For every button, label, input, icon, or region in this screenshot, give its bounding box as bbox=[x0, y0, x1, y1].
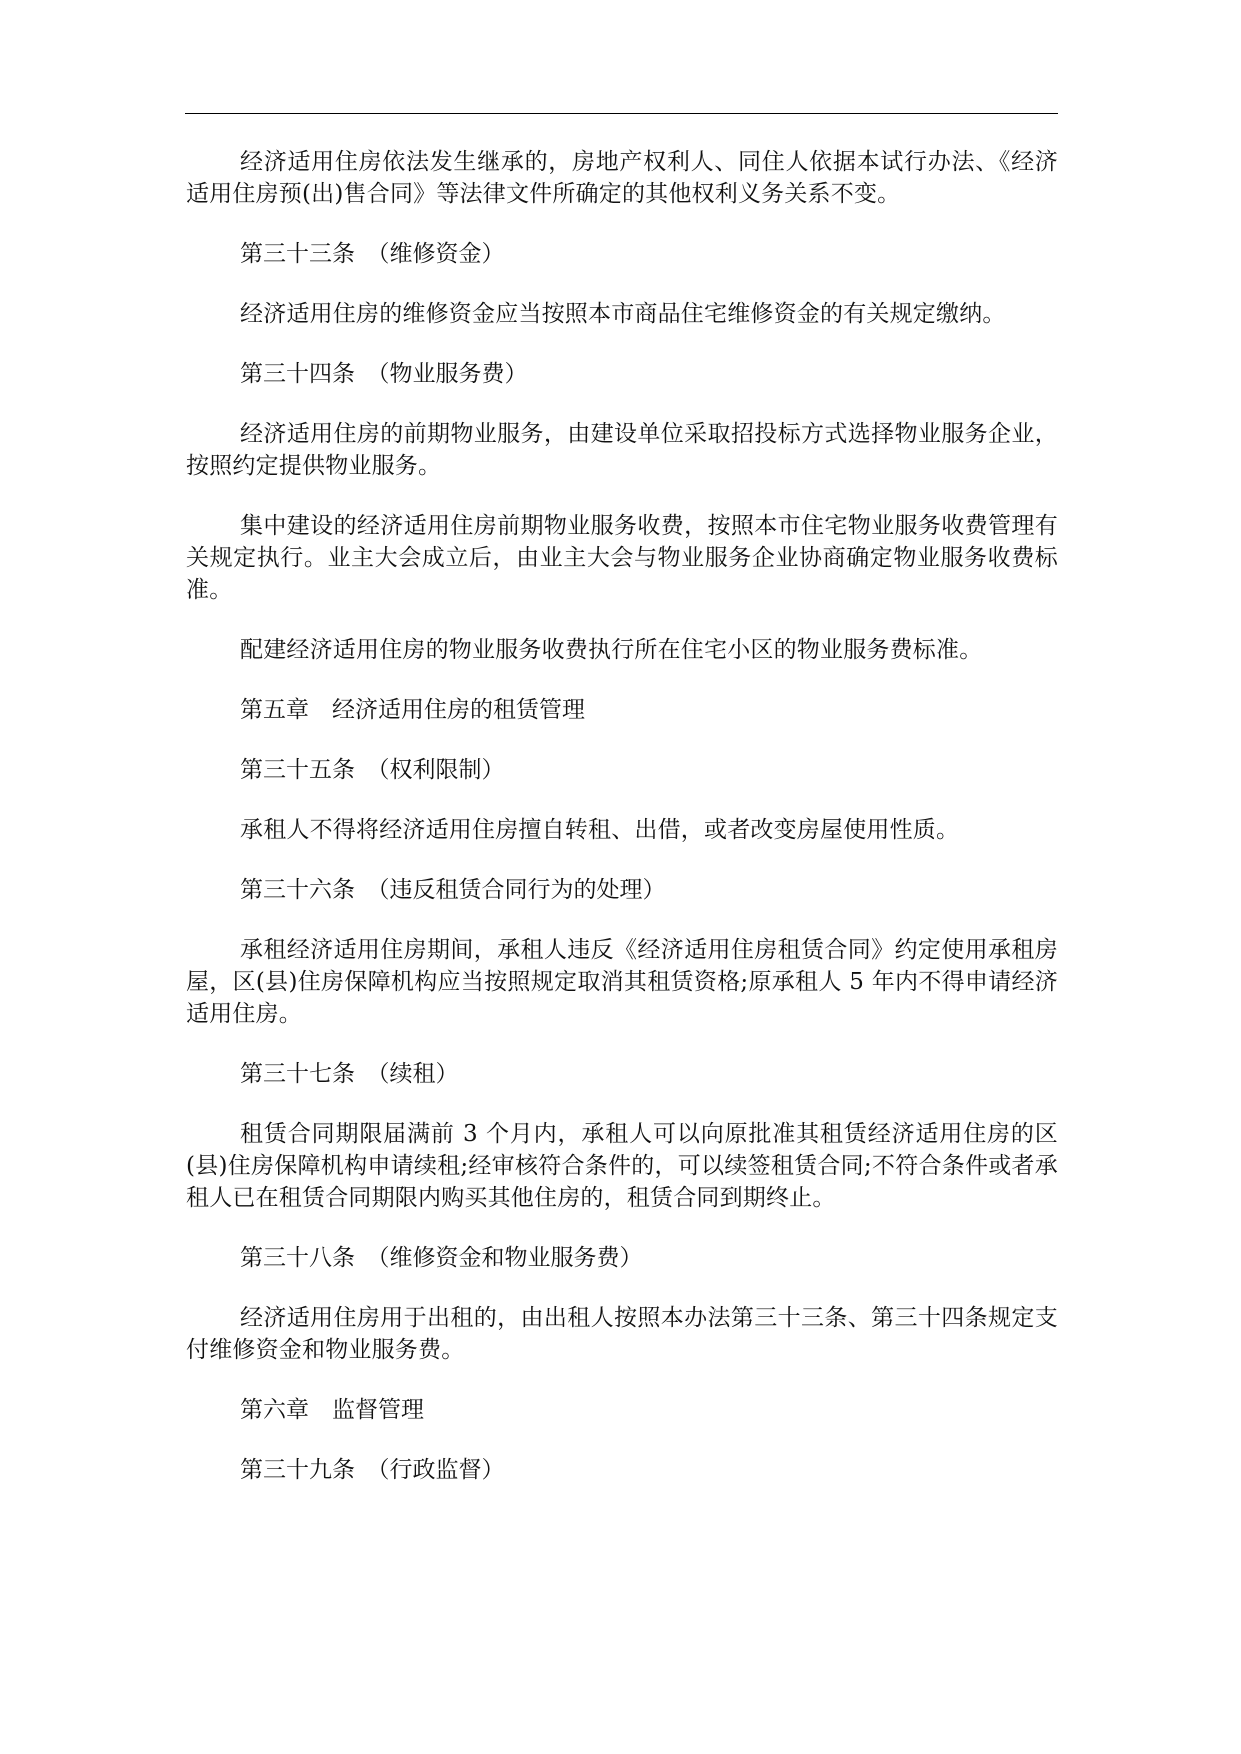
article-heading-38: 第三十八条 （维修资金和物业服务费） bbox=[240, 1245, 643, 1271]
paragraph-fee-standard: 配建经济适用住房的物业服务收费执行所在住宅小区的物业服务费标准。 bbox=[240, 637, 983, 663]
paragraph-property-service: 经济适用住房的前期物业服务，由建设单位采取招投标方式选择物业服务企业，按照约定提供物业服务。 bbox=[186, 421, 1058, 479]
paragraph-maintenance-fund: 经济适用住房的维修资金应当按照本市商品住宅维修资金的有关规定缴纳。 bbox=[240, 301, 1006, 327]
paragraph-rights-restriction: 承租人不得将经济适用住房擅自转租、出借，或者改变房屋使用性质。 bbox=[240, 817, 960, 843]
chapter-heading-5: 第五章 经济适用住房的租赁管理 bbox=[240, 697, 585, 723]
paragraph-rental-fees: 经济适用住房用于出租的，由出租人按照本办法第三十三条、第三十四条规定支付维修资金和物业服务费。 bbox=[186, 1305, 1058, 1363]
article-heading-37: 第三十七条 （续租） bbox=[240, 1061, 459, 1087]
article-heading-36: 第三十六条 （违反租赁合同行为的处理） bbox=[240, 877, 666, 903]
paragraph-renewal: 租赁合同期限届满前 3 个月内，承租人可以向原批准其租赁经济适用住房的区(县)住房保障机构申请续租;经审核符合条件的，可以续签租赁合同;不符合条件或者承租人已在租赁合同期限内购买其他住房的，租赁合同到期终止。 bbox=[186, 1121, 1058, 1211]
article-heading-34: 第三十四条 （物业服务费） bbox=[240, 361, 528, 387]
chapter-heading-6: 第六章 监督管理 bbox=[240, 1397, 424, 1423]
paragraph-contract-violation: 承租经济适用住房期间，承租人违反《经济适用住房租赁合同》约定使用承租房屋，区(县)住房保障机构应当按照规定取消其租赁资格;原承租人 5 年内不得申请经济适用住房。 bbox=[186, 937, 1058, 1027]
document-body bbox=[186, 146, 1058, 1514]
header-rule bbox=[185, 113, 1058, 114]
paragraph-property-fee: 集中建设的经济适用住房前期物业服务收费，按照本市住宅物业服务收费管理有关规定执行。业主大会成立后，由业主大会与物业服务企业协商确定物业服务收费标准。 bbox=[186, 513, 1058, 603]
article-heading-35: 第三十五条 （权利限制） bbox=[240, 757, 505, 783]
article-heading-33: 第三十三条 （维修资金） bbox=[240, 241, 505, 267]
paragraph-inheritance: 经济适用住房依法发生继承的，房地产权利人、同住人依据本试行办法、《经济适用住房预(出)售合同》等法律文件所确定的其他权利义务关系不变。 bbox=[186, 149, 1058, 207]
article-heading-39: 第三十九条 （行政监督） bbox=[240, 1457, 505, 1483]
